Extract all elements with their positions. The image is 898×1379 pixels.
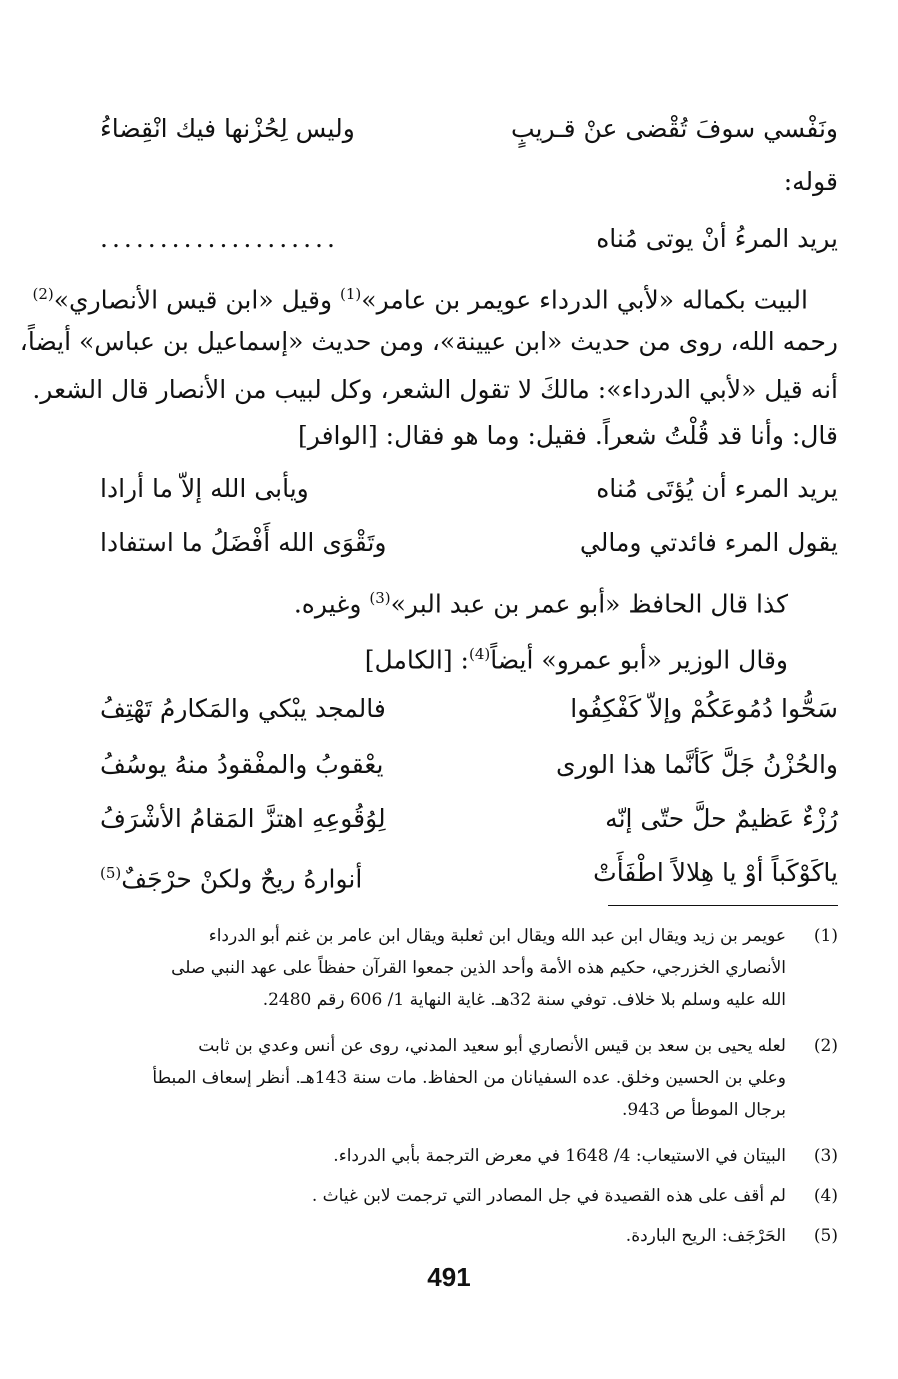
verse-hemistich-1: يريد المرءُ أنْ يوتى مُناه [596, 224, 838, 253]
paragraph-line: البيت بكماله «لأبي الدرداء عويمر بن عامر»$^{(1)}$ وقيل «ابن قيس الأنصاري»$^{(2)}$ [32, 285, 808, 315]
verse-hemistich-1: يريد المرء أن يُؤتَى مُناه [596, 474, 838, 503]
verse-hemistich-1: والحُزْنُ جَلَّ كَأنَّما هذا الورى [555, 750, 838, 779]
footnote [100, 1180, 838, 1212]
footnote [100, 1220, 838, 1252]
footnote-ref: (2) [32, 285, 54, 303]
footnote-ref: (4) [468, 645, 491, 663]
poem-verse [100, 798, 838, 840]
poem-verse [100, 852, 838, 894]
footnote-ref: (1) [340, 285, 362, 303]
attribution-line: كذا قال الحافظ «أبو عمر بن عبد البر»$^{(3)}$ وغيره. [293, 589, 788, 619]
footnote-divider [608, 905, 838, 906]
attribution-line: وقال الوزير «أبو عمرو» أيضاً$^{(4)}$: [الكامل] [364, 645, 788, 675]
footnote-number: (2) [813, 1036, 838, 1056]
verse-hemistich-2: ويأبى الله إلاّ ما أرادا [100, 474, 309, 503]
footnote-text: البيتان في الاستيعاب: 4/ 1648 في معرض الترجمة بأبي الدرداء. [333, 1146, 786, 1166]
verse-hemistich-2: أنوارهُ ريحٌ ولكنْ حرْجَفٌ$^{(5)}$ [100, 864, 363, 894]
paragraph-line: أنه قيل «لأبي الدرداء»: مالكَ لا تقول الشعر، وكل لبيب من الأنصار قال الشعر. [32, 375, 838, 404]
poem-verse [100, 688, 838, 730]
verse-hemistich-2: يعْقوبُ والمفْقودُ منهُ يوسُفُ [100, 750, 384, 779]
footnote-ref: (5) [100, 864, 122, 882]
footnote [100, 1140, 838, 1172]
paragraph-line: رحمه الله، روى من حديث «ابن عيينة»، ومن حديث «إسماعيل بن عباس» أيضاً، [19, 327, 838, 356]
verse-hemistich-2: وليس لِحُزْنها فيك انْقِضاءُ [100, 114, 355, 143]
ellipsis-dots: .................... [100, 224, 339, 253]
verse-hemistich-1: ونَفْسي سوفَ تُقْضى عنْ قـريبٍ [510, 114, 838, 143]
footnote-number: (1) [813, 926, 838, 946]
footnote [100, 920, 838, 1016]
verse-hemistich-2: لِوُقُوعِهِ اهتزَّ المَقامُ الأشْرَفُ [100, 804, 386, 833]
verse-hemistich-1: رُزْءٌ عَظيمٌ حلَّ حتّى إنّه [605, 804, 838, 833]
poem-verse [100, 744, 838, 786]
footnote-ref: (3) [369, 589, 391, 607]
paragraph-line: قال: وأنا قد قُلْتُ شعراً. فقيل: وما هو فقال: [الوافر] [298, 421, 838, 450]
footnote-text: عويمر بن زيد ويقال ابن عبد الله ويقال ابن ثعلبة ويقال ابن عامر بن غنم أبو الدرداء الأنصاري الخزرجي، حكيم هذه الأمة وأحد الذين جمعوا القرآن حفظاً على عهد النبي صلى الله عليه وسلم بلا خلاف. توفي سنة 32هـ. غاية النهاية 1/ 606 رقم 2480. [171, 926, 786, 1010]
verse-hemistich-2: فالمجد يبْكي والمَكارمُ تَهْتِفُ [100, 694, 386, 723]
footnote-text: لم أقف على هذه القصيدة في جل المصادر التي ترجمت لابن غياث . [311, 1186, 786, 1206]
footnote-text: لعله يحيى بن سعد بن قيس الأنصاري أبو سعيد المدني، روى عن أنس وعدي بن ثابت وعلي بن الحسين وخلق. عده السفيانان من الحفاظ. مات سنة 143هـ. أنظر إسعاف المبطأ برجال الموطأ ص 943. [152, 1036, 786, 1120]
verse-hemistich-2: وتَقْوَى الله أَفْضَلُ ما استفادا [100, 528, 387, 557]
footnote [100, 1030, 838, 1126]
poem-verse [100, 522, 838, 564]
poem-verse-top [100, 108, 838, 150]
footnote-number: (3) [813, 1146, 838, 1166]
footnote-text: الحَرْجَف: الريح الباردة. [625, 1226, 786, 1246]
footnote-number: (5) [813, 1226, 838, 1246]
verse-hemistich-1: ياكَوْكَباً أوْ يا هِلالاً اطْفَأَتْ [593, 858, 838, 887]
poem-verse [100, 468, 838, 510]
quoted-verse [100, 218, 838, 260]
qawluh-label: قوله: [783, 167, 838, 196]
verse-hemistich-1: سَحُّوا دُمُوعَكُمْ وإلاّ كَفْكِفُوا [570, 694, 838, 723]
verse-hemistich-1: يقول المرء فائدتي ومالي [579, 528, 838, 557]
page-number: 491 [427, 1262, 471, 1292]
footnote-number: (4) [813, 1186, 838, 1206]
